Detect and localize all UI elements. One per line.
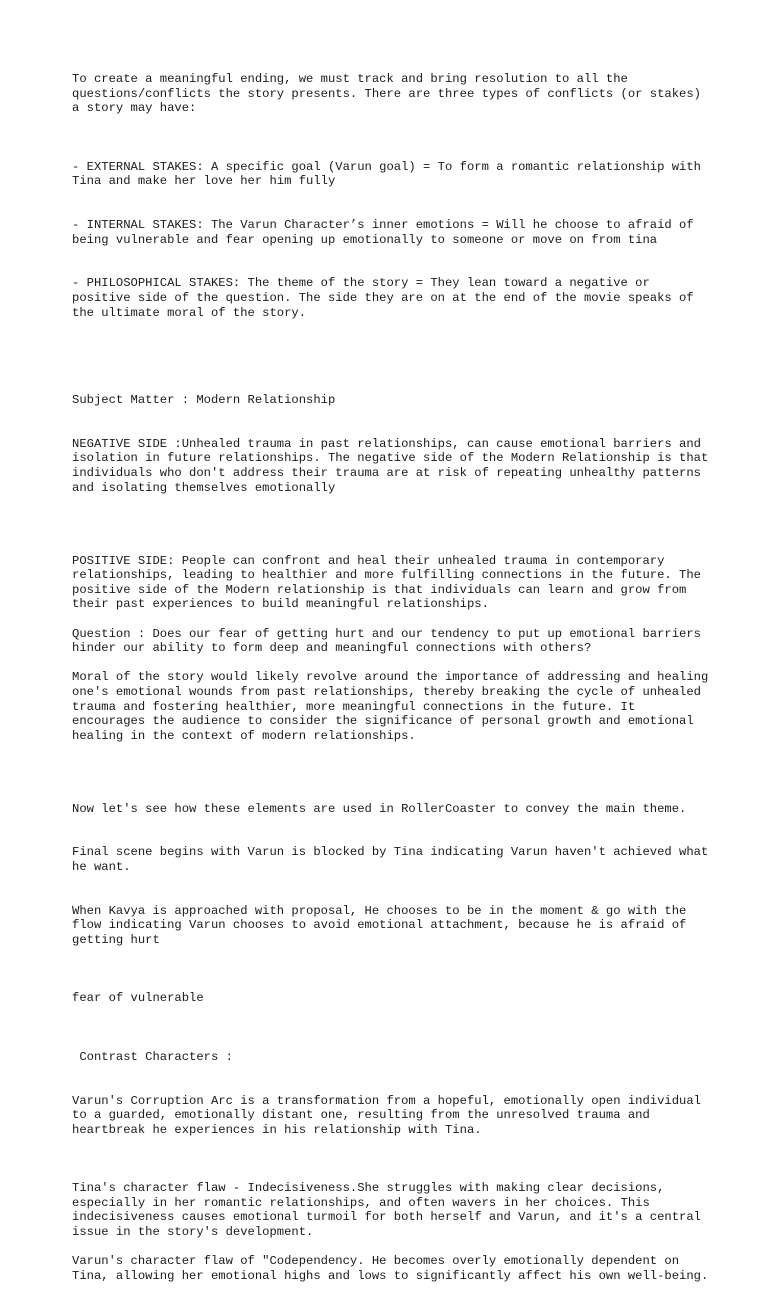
moral-paragraph: Moral of the story would likely revolve around the importance of addressing and healing one's emotional wounds from past relationships, thereby breaking the cycle of unhealed trauma and fostering healthier, more meaningful connections in the future. It encourages the audience to consider the significance of personal growth and emotional healing in the context of modern relationships.	[72, 670, 716, 743]
kavya-line: When Kavya is approached with proposal, He chooses to be in the moment & go with the flow indicating Varun chooses to avoid emotional attachment, because he is afraid of getting hurt	[72, 903, 694, 948]
contrast-characters-heading: Contrast Characters :	[72, 1049, 233, 1064]
rollercoaster-block	[72, 773, 716, 977]
positive-side-paragraph: POSITIVE SIDE: People can confront and heal their unhealed trauma in contemporary relationships, leading to healthier and more fulfilling connections in the future. The positive side of the Modern relationship is that individuals can learn and grow from their past experiences to build meaningful relationships.	[72, 553, 709, 612]
subject-matter-line: Subject Matter : Modern Relationship	[72, 393, 336, 408]
internal-stakes-item: - INTERNAL STAKES: The Varun Character’s inner emotions = Will he choose to afraid of being vulnerable and fear opening up emotionally to someone or move on from tina	[72, 217, 701, 247]
external-stakes-item: - EXTERNAL STAKES: A specific goal (Varun goal) = To form a romantic relationship with Tina and make her love her him fully	[72, 159, 709, 189]
document-page	[72, 72, 716, 1298]
philosophical-stakes-item: - PHILOSOPHICAL STAKES: The theme of the story = They lean toward a negative or positive side of the question. The side they are on at the end of the movie speaks of the ultimate moral of the story.	[72, 276, 701, 320]
negative-side-paragraph: NEGATIVE SIDE :Unhealed trauma in past relationships, can cause emotional barriers and isolation in future relationships. The negative side of the Modern Relationship is that individuals who don't address their trauma are at risk of repeating unhealthy patterns and isolating themselves emotionally	[72, 436, 716, 495]
final-scene-line: Final scene begins with Varun is blocked by Tina indicating Varun haven't achieved what he want.	[72, 845, 716, 875]
subject-matter-block	[72, 364, 716, 525]
fear-line: fear of vulnerable	[72, 991, 204, 1006]
stakes-list	[72, 130, 712, 349]
intro-paragraph: To create a meaningful ending, we must track and bring resolution to all the questions/conflicts the story presents. There are three types of conflicts (or stakes) a story may have:	[72, 72, 709, 116]
tina-flaw-paragraph: Tina's character flaw - Indecisiveness.She struggles with making clear decisions, especially in her romantic relationships, and often wavers in her choices. This indecisiveness causes emotional turmoil for both herself and Varun, and it's a central issue in the story's development.	[72, 1181, 709, 1239]
question-paragraph: Question : Does our fear of getting hurt and our tendency to put up emotional barriers hinder our ability to form deep and meaningful connections with others?	[72, 626, 709, 656]
corruption-arc-paragraph: Varun's Corruption Arc is a transformation from a hopeful, emotionally open individual to a guarded, emotionally distant one, resulting from the unresolved trauma and heartbreak he experiences in his relationship with Tina.	[72, 1093, 709, 1137]
varun-flaw-paragraph: Varun's character flaw of "Codependency. He becomes overly emotionally dependent on Tina, allowing her emotional highs and lows to significantly affect his own well-being.	[72, 1254, 709, 1283]
contrast-characters-block	[72, 1021, 712, 1167]
elements-intro-line: Now let's see how these elements are used in RollerCoaster to convey the main theme.	[72, 801, 687, 816]
